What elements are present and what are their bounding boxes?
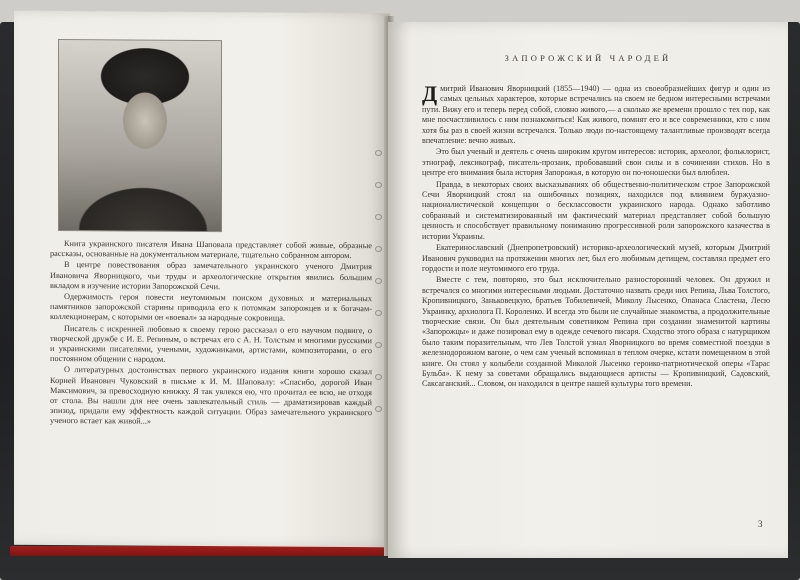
stitch bbox=[375, 342, 382, 348]
stitch bbox=[375, 278, 382, 284]
right-paragraph-1-text: митрий Иванович Яворницкий (1855—1940) — одна из своеобразнейших фигур и один из самых цельных характеров, которые встречались на своем не бедном интересными встречами пути. Вижу его и теперь перед собой, словно живого,— а сколько же времени прошло с тех пор, как мне посчастливилось с ним познакомиться! Как живого, помнят его и все современники, кто с ним хотя бы раз в своей жизни встречался. Только люди по-настоящему талантливые производят всегда впечатление: вечно живых. bbox=[422, 84, 770, 146]
right-paragraph-3: Правда, в некоторых своих высказываниях об общественно-политическом строе Запорожской Сечи Яворницкий стоял на ошибочных позициях, находился под влиянием буржуазно-националистической концепции о бесклассовости украинского народа. Однако заботливо собранный и систематизированный им фактический материал представляет собой большую ценность и способствует правильному пониманию прогрессивной роли запорожского казачества в истории Украины. bbox=[422, 179, 770, 241]
stitch bbox=[375, 310, 382, 316]
right-paragraph-5: Вместе с тем, повторяю, это был исключительно разносторонний человек. Он дружил и встречался со многими интересными людьми. Достаточно назвать среди них Репина, Льва Толстого, Кропивницкого, Заньковецкую, братьев Тобилевичей, Миколу Лысенко, Опанаса Сластена, Лесю Украинку, архиолога П. Короленко. И всегда это были не случайные знакомства, а продолжительные творческие связи. Он был деятельным советником Репина при создании знаменитой картины «Запорожцы» и даже позировал ему в одежде сечевого писаря. Сходство этого образа с натурщиком было таким поразительным, что Лев Толстой узнал Яворницкого во время совместной поездки в железнодорожном вагоне, о чем сам ученый вспоминал в теплом очерке, кстати помещенном в этой книге. Он стоял у колыбели созданной Миколой Лысенко героико-патриотической оперы «Тарас Бульба». К нему за советами обращались выдающиеся артисты — Кропивницкий, Садовский, Саксаганский... Словом, он находился в центре нашей культуры того времени. bbox=[422, 275, 770, 389]
left-page bbox=[14, 11, 390, 548]
stitch bbox=[375, 150, 382, 156]
left-paragraph-2: В центре повествования образ замечательного украинского ученого Дмитрия Ивановича Яворницкого, чьи труды и археологические открытия явились большим вкладом в изучение истории Запорожской Сечи. bbox=[50, 260, 372, 291]
page-number: 3 bbox=[758, 519, 763, 529]
left-paragraph-1: Книга украинского писателя Ивана Шаповала представляет собой живые, образные рассказы, основанные на документальном материале, тщательно собранном автором. bbox=[50, 239, 372, 261]
portrait-photo-icon bbox=[58, 39, 222, 232]
right-page bbox=[388, 22, 788, 558]
right-paragraph-1 bbox=[422, 81, 770, 146]
left-page-text bbox=[50, 239, 372, 430]
left-paragraph-4: Писатель с искренней любовью к своему герою рассказал о его научном подвиге, о творческой дружбе с И. Е. Репиным, о встречах его с А. Н. Толстым и многими русскими и украинскими писателями, учеными, художниками, артистами, композиторами, о его постоянном общении с народом. bbox=[50, 323, 372, 364]
stitch bbox=[375, 214, 382, 220]
red-page-edge bbox=[10, 546, 395, 556]
stitch bbox=[375, 246, 382, 252]
right-paragraph-2: Это был ученый и деятель с очень широким кругом интересов: историк, археолог, фольклорист, этнограф, лексикограф, писатель-прозаик, пробовавший свои силы и в сочинении стихов. Но в центре его внимания была история Запорожья, в которую он по-юношески был влюблен. bbox=[422, 147, 770, 178]
drop-cap: Д bbox=[422, 81, 438, 106]
stitch bbox=[375, 406, 382, 412]
binding-stitches bbox=[373, 150, 383, 450]
left-paragraph-3: Одержимость героя повести неутомимым поиском духовных и материальных памятников запорожской старины приводила его к потомкам запорожцев и к богачам-коллекционерам, с которыми он «воевал» за народные сокровища. bbox=[50, 292, 372, 324]
stitch bbox=[375, 374, 382, 380]
left-paragraph-5: О литературных достоинствах первого украинского издания книги хорошо сказал Корней Иванович Чуковский в письме к И. М. Шаповалу: «Спасибо, дорогой Иван Максимович, за превосходную книжку. Я так увлекся ею, что прочитал ее всю, не отходя от стола. Вы нашли для нее очень завлекательный стиль — драматизировав каждый эпизод, придали ему эффектность каждой ситуации. Образ замечательного украинского ученого встает как живой...» bbox=[50, 365, 372, 427]
chapter-header: ЗАПОРОЖСКИЙ ЧАРОДЕЙ bbox=[504, 53, 672, 63]
right-paragraph-4: Екатеринославский (Днепропетровский) историко-археологический музей, которым Дмитрий Иванович руководил на протяжении многих лет, был его любимым детищем, составлял предмет его гордости и поле неутомимого его труда. bbox=[422, 243, 770, 273]
right-page-text bbox=[422, 81, 770, 391]
stitch bbox=[375, 182, 382, 188]
